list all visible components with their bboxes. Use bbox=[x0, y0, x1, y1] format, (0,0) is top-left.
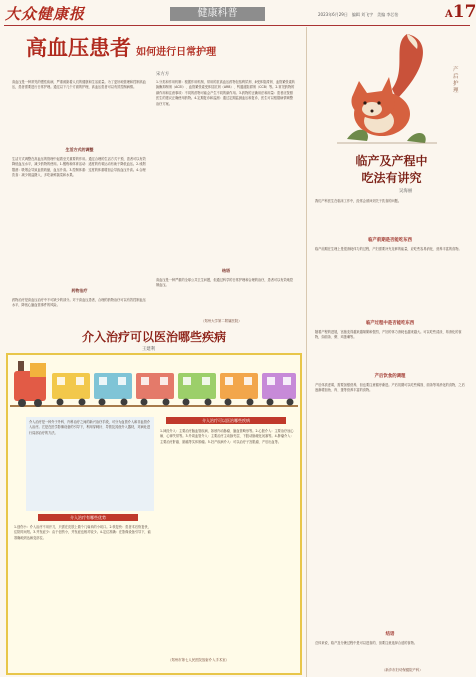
article2-postpartum-text: 产后体质虚弱，需要加强营养，但也要注意循序渐进。产后初期可以吃些稀饭、面条等易消化的食物，之后逐渐增加鱼、肉、蛋等营养丰富的食物。 bbox=[315, 383, 465, 393]
article1-author: 宋方方 bbox=[156, 72, 170, 77]
fox-eye-left bbox=[363, 101, 366, 104]
train-cars bbox=[52, 373, 296, 399]
locomotive-wheel bbox=[34, 399, 42, 407]
article2-intro: 我们产科医生在临床工作中，经常会被问到关于饮食的问题。 bbox=[315, 199, 402, 203]
masthead bbox=[0, 0, 474, 27]
car-wheels bbox=[57, 399, 294, 406]
track bbox=[10, 405, 298, 407]
locomotive-wheel bbox=[18, 399, 26, 407]
article3-sub-diseases: 介入治疗可以医治哪些疾病 bbox=[166, 417, 286, 424]
issue-info: 2023年6月29日 编辑 刘飞宇 美编 李芯怡 bbox=[318, 12, 399, 17]
article3-title: 介入治疗可以医治哪些疾病 bbox=[81, 330, 226, 344]
article1-title-main: 高血压患者 bbox=[26, 35, 131, 60]
article1-sub-drugs: 药物治疗 bbox=[71, 288, 88, 293]
article2-vertical-label: 产后护理 bbox=[453, 67, 459, 94]
train-car bbox=[94, 373, 132, 399]
article-interventional bbox=[4, 328, 304, 676]
locomotive-chimney bbox=[18, 361, 24, 371]
article-childbirth-diet bbox=[306, 27, 475, 677]
article3-affiliation: （郑州市第七人民医院放射介入手术室） bbox=[168, 658, 230, 662]
article3-advantages-text: 1.创伤小：介入治疗不用开刀，只需在皮肤上做个几毫米的小切口。2.恢复快：患者术后恢复快，住院时间短。3.并发症少：由于创伤小，并发症也相对较少。4.定位准确：在影像设备引导下，能准确地到达病变部位。 bbox=[14, 525, 151, 540]
article-hypertension bbox=[6, 30, 306, 325]
fox-tail bbox=[392, 34, 423, 99]
article1-lifestyle-text: 生活方式调整在高血压的管理中起着至关重要的作用。通过合理的生活方式干预，患者可以有效降低血压水平，减少药物的使用。1.锻炼和体育活动：适度的有氧运动有助于降低血压。2.戒烟限酒：吸烟会导致血管收缩，血压升高。3.控制体重：过度的体重增加会导致血压升高。4.合理饮食：减少钠盐摄入，多吃新鲜蔬菜和水果。 bbox=[12, 157, 146, 178]
train-car bbox=[178, 373, 216, 399]
fox-nose bbox=[371, 110, 374, 113]
article3-frame bbox=[6, 353, 302, 675]
article3-author: 王建利 bbox=[142, 347, 156, 352]
locomotive-cab bbox=[30, 363, 46, 377]
train-car bbox=[262, 373, 296, 399]
article2-sub-prelabor: 临产前期是否能吃东西 bbox=[368, 238, 412, 243]
article3-intro: 介入治疗是一种介于外科、内科治疗之间的新兴治疗手段，可分为血管介入和非血管介入治疗。它是在医学影像设备的引导下，利用穿刺针、导管及其他介入器材，对病灶进行局部治疗的方法。 bbox=[26, 417, 154, 511]
article2-title-line2: 吃法有讲究 bbox=[361, 171, 422, 185]
train-car bbox=[136, 373, 174, 399]
article2-labor-text: 随着产程的进展，宫缩变得越来越频繁和强烈，产妇的体力消耗也越来越大。可以吃些清淡、易消化的食物，如面条、粥、鸡蛋羹等。 bbox=[315, 330, 462, 340]
article1-intro: 高血压是一种常见的慢性疾病，严重威胁着人们的健康和生活质量。为了更好地管理和控制高血压，患者需要进行日常护理。通过以下几个方面的护理，高血压患者可以有效控制病情。 bbox=[12, 80, 146, 90]
article2-affiliation: （新乡市妇幼保健院产科） bbox=[382, 668, 423, 672]
article3-diseases-text: 1.神经介入：主要治疗脑血管疾病，如颅内动脉瘤、脑血管畸形等。2.心脏介入：主要治疗冠心病、心律失常等。3.外周血管介入：主要治疗主动脉夹层、下肢动脉硬化闭塞等。4.肿瘤介入：主要治疗肝癌、肺癌等实体肿瘤。5.妇产疾病介入：可以治疗子宫肌瘤、产后出血等。 bbox=[160, 429, 294, 444]
article1-col2-text: 1.分类和作用机制：根据作用机制，常用的抗高血压药物包括利尿剂、β受体阻滞剂、血管紧张素转换酶抑制剂（ACEI）、血管紧张素受体拮抗剂（ARB）、钙通道阻滞剂（CCB）等。2.常见药物的副作用和注意事项：不同的药物可能会产生不同的副作用。3.药物的正确用法和用量：患者应按照医生的建议正确使用药物。4.定期复诊和监测：通过定期监测血压和复诊，医生可以根据病情调整治疗方案。 bbox=[156, 80, 295, 106]
article2-author: 吴海丽 bbox=[399, 189, 413, 194]
train-illustration bbox=[10, 357, 298, 412]
article1-drugs-text: 药物治疗是高血压治疗中不可缺少的部分。对于高血压患者，合理的药物治疗可以有效控制血压水平，降低心脑血管事件的风险。 bbox=[12, 298, 146, 308]
brand-logo: 大众健康报 bbox=[5, 5, 86, 23]
article2-conclusion: 总体来说，临产及分娩过程中是可以进食的，但要注意选择合适的食物。 bbox=[315, 641, 417, 645]
article1-conclusion-head: 结语 bbox=[222, 268, 230, 273]
train-car bbox=[52, 373, 90, 399]
article1-sub-lifestyle: 生活方式的调整 bbox=[65, 147, 94, 152]
article2-prelabor-text: 临产前期在生理上是很消耗体力的过程，产妇需要补充足够的能量，应吃些容易消化、营养丰富的食物。 bbox=[315, 247, 462, 251]
article2-sub-labor: 临产过程中是否能吃东西 bbox=[365, 321, 415, 326]
page-number: A17 bbox=[445, 2, 476, 22]
masthead-divider bbox=[4, 25, 470, 26]
article3-sub-advantages: 介入治疗有哪些优势 bbox=[38, 514, 138, 521]
article1-title bbox=[26, 32, 216, 62]
article1-affiliation: （郑州大学第二附属医院） bbox=[201, 319, 242, 323]
fox-illustration bbox=[337, 29, 437, 149]
article1-title-sub: 如何进行日常护理 bbox=[136, 47, 217, 58]
article2-title-line1: 临产及产程中 bbox=[355, 154, 428, 168]
section-label: 健康科普 bbox=[170, 7, 265, 21]
article2-conclusion-head: 结语 bbox=[385, 632, 395, 637]
article1-conclusion: 高血压是一种严重的全球公共卫生问题，但通过科学的日常护理和合理的治疗，患者可以有效地控制血压。 bbox=[156, 278, 294, 288]
article2-sub-postpartum: 产后饮食的调理 bbox=[374, 374, 406, 379]
train-car bbox=[220, 373, 258, 399]
fox-eye-right bbox=[377, 101, 380, 104]
